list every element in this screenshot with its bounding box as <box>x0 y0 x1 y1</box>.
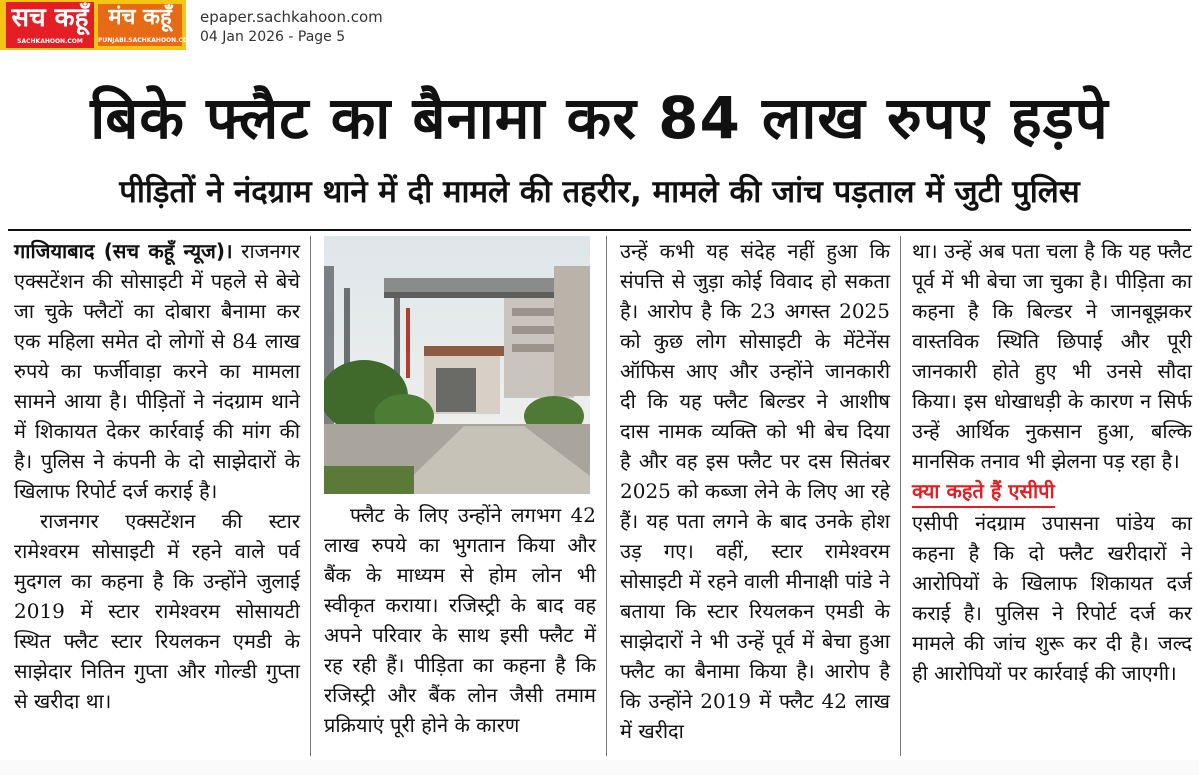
dateline: गाजियाबाद (सच कहूँ न्यूज)। <box>14 239 233 263</box>
paragraph-2: राजनगर एक्सटेंशन की स्टार रामेश्वरम सोसाइटी में रहने वाले पर्व मुदगल का कहना है कि उन्होंने जुलाई 2019 में स्टार रामेश्वरम सोसायटी स्थित फ्लैट स्टार रियलकन एमडी के साझेदार नितिन गुप्ता और गोल्डी गुप्ता से खरीदा था। <box>14 509 300 713</box>
society-building-photo <box>324 236 590 494</box>
acp-subheading: क्या कहते हैं एसीपी <box>912 476 1055 508</box>
logo-main-text: सच कहूँ <box>11 3 89 33</box>
site-url[interactable]: epaper.sachkahoon.com <box>200 8 383 26</box>
article-subheadline: पीड़ितों ने नंदग्राम थाने में दी मामले की तहरीर, मामले की जांच पड़ताल में जुटी पुलिस <box>119 174 1080 210</box>
logo-side-text: मंच कहूँ <box>108 5 172 30</box>
paragraph-3: उन्हें कभी यह संदेह नहीं हुआ कि संपत्ति से जुड़ा कोई विवाद हो सकता है। आरोप है कि 23 अगस्त 2025 को कुछ लोग सोसाइटी के मेंटेनेंस ऑफिस आए और उन्होंने जानकारी दी कि यह फ्लैट बिल्डर ने आशीष दास नामक व्यक्ति को भी बेच दिया है और वह इस फ्लैट पर दस सितंबर 2025 को कब्जा लेने के लिए आ रहे हैं। यह पता लगने के बाद उनके होश उड़ गए। वहीं, स्टार रामेश्वरम सोसाइटी में रहने वाली मीनाक्षी पांडे ने बताया कि स्टार रियलकन एमडी के साझेदारों ने भी उन्हें पूर्व में बेचा हुआ फ्लैट का बैनामा किया है। आरोप है कि उन्होंने 2019 में फ्लैट 42 लाख में खरीदा <box>620 239 890 743</box>
paragraph-1: राजनगर एक्सटेंशन की सोसाइटी में पहले से बेचे जा चुके फ्लैटों का दोबारा बैनामा कर एक महिला समेत दो लोगों से 84 लाख रुपये का फर्जीवाड़ा करने का मामला सामने आया है। पीड़ितों ने नंदग्राम थाने में शिकायत देकर कार्रवाई की मांग की है। पुलिस ने कंपनी के दो साझेदारों के खिलाफ रिपोर्ट दर्ज कराई है। <box>14 239 301 503</box>
sach-kahoon-logo <box>6 2 94 48</box>
paragraph-5: एसीपी नंदग्राम उपासना पांडेय का कहना है कि दो फ्लैट खरीदारों ने आरोपियों के खिलाफ शिकायत दर्ज कराई है। पुलिस ने रिपोर्ट दर्ज कर मामले की जांच शुरू कर दी है। जल्द ही आरोपियों पर कार्रवाई की जाएगी। <box>912 511 1192 685</box>
article-photo[interactable] <box>324 236 590 494</box>
logo-side-subtext: PUNJABI.SACHKAHOON.COM <box>98 37 194 44</box>
column-rule <box>900 236 901 756</box>
epaper-top-bar <box>0 0 1199 56</box>
edition-date-page: 04 Jan 2026 - Page 5 <box>200 29 346 45</box>
newspaper-logo[interactable] <box>0 0 194 50</box>
article-headline: बिके फ्लैट का बैनामा कर 84 लाख रुपए हड़पे <box>90 84 1109 152</box>
manch-kahoon-logo <box>98 4 194 46</box>
article-column-3 <box>620 236 890 746</box>
column-rule <box>606 236 607 756</box>
article-column-4 <box>912 236 1192 688</box>
column-rule <box>310 236 311 756</box>
headline-divider <box>8 229 1191 231</box>
logo-main-subtext: SACHKAHOON.COM <box>17 38 83 45</box>
article-column-1 <box>14 236 300 716</box>
paragraph-4: था। उन्हें अब पता चला है कि यह फ्लैट पूर्व में भी बेचा जा चुका है। पीड़िता का कहना है कि बिल्डर ने जानबूझकर वास्तविक स्थिति छिपाई और पूरी जानकारी होते हुए भी उनसे सौदा किया। इस धोखाधड़ी के कारण न सिर्फ उन्हें आर्थिक नुकसान हुआ, बल्कि मानसिक तनाव भी झेलना पड़ रहा है। <box>912 239 1192 473</box>
article-column-2: फ्लैट के लिए उन्होंने लगभग 42 लाख रुपये का भुगतान किया और बैंक के माध्यम से होम लोन भी स्वीकृत कराया। रजिस्ट्री के बाद वह अपने परिवार के साथ इसी फ्लैट में रह रही हैं। पीड़िता का कहना है कि रजिस्ट्री और बैंक लोन जैसी तमाम प्रक्रियाएं पूरी होने के कारण <box>324 503 596 737</box>
page-bottom-edge <box>0 760 1199 775</box>
